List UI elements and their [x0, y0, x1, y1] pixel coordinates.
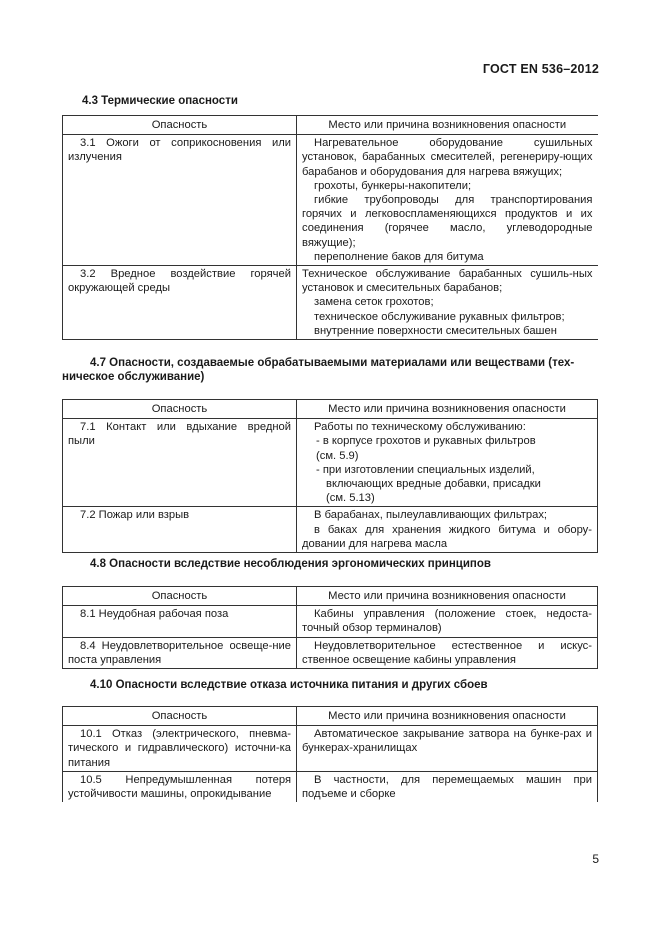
hazard-text: 3.2 Вредное воздействие горячей окружающей среды	[68, 268, 291, 295]
table-row	[63, 135, 598, 266]
cause-cell	[297, 771, 598, 802]
cause-cell	[297, 266, 598, 340]
column-header-hazard: Опасность	[63, 400, 297, 419]
cause-cell	[297, 135, 598, 266]
table-header-row	[63, 400, 598, 419]
cause-cell	[297, 507, 598, 553]
cause-text: техническое обслуживание рукавных фильтров;	[314, 310, 565, 323]
cause-text: - в корпусе грохотов и рукавных фильтров	[316, 435, 536, 448]
table-row	[63, 507, 598, 553]
hazard-text: 7.2 Пожар или взрыв	[80, 509, 190, 522]
column-header-cause: Место или причина возникновения опасности	[297, 587, 598, 606]
cause-text: (см. 5.9)	[316, 449, 359, 462]
cause-text: внутренние поверхности смесительных башен	[314, 324, 557, 337]
table-row	[63, 771, 598, 802]
hazard-text: 7.1 Контакт или вдыхание вредной пыли	[68, 421, 291, 448]
cause-text: в баках для хранения жидкого битума и обору-довании для нагрева масла	[302, 523, 592, 550]
cause-text: переполнение баков для битума	[314, 250, 484, 263]
hazard-cell	[63, 419, 297, 507]
hazard-text: 10.1 Отказ (электрического, пневма-тического и гидравлического) источни-ка питания	[68, 728, 291, 769]
cause-text: грохоты, бункеры-накопители;	[314, 179, 472, 192]
cause-cell	[297, 726, 598, 772]
cause-text: (см. 5.13)	[326, 492, 375, 505]
column-header-hazard: Опасность	[63, 707, 297, 726]
column-header-hazard: Опасность	[63, 587, 297, 606]
column-header-cause: Место или причина возникновения опасности	[297, 116, 598, 135]
cause-text: - при изготовлении специальных изделий,	[316, 463, 535, 476]
cause-text: включающих вредные добавки, присадки	[326, 478, 541, 491]
page-number: 5	[592, 852, 599, 866]
hazard-table-4-7	[62, 399, 598, 553]
table-row	[63, 637, 598, 668]
hazard-text: 8.1 Неудобная рабочая поза	[80, 608, 229, 621]
cause-text: Автоматическое закрывание затвора на бунке-рах и бункерах-хранилищах	[302, 728, 592, 755]
hazard-text: 3.1 Ожоги от соприкосновения или излучения	[68, 137, 291, 164]
table-row	[63, 606, 598, 637]
column-header-hazard: Опасность	[63, 116, 297, 135]
hazard-table-4-3	[62, 115, 598, 340]
hazard-cell	[63, 726, 297, 772]
table-header-row	[63, 587, 598, 606]
section-title-4-10: 4.10 Опасности вследствие отказа источника питания и других сбоев	[90, 679, 488, 691]
cause-text: Неудовлетворительное естественное и искус-ственное освещение кабины управления	[302, 639, 592, 666]
cause-text: В частности, для перемещаемых машин при подъеме и сборке	[302, 773, 592, 801]
table-row	[63, 419, 598, 507]
hazard-table-4-10	[62, 706, 598, 802]
hazard-text: 8.4 Неудовлетворительное освеще-ние поста управления	[68, 639, 291, 666]
column-header-cause: Место или причина возникновения опасности	[297, 400, 598, 419]
table-row	[63, 726, 598, 772]
table-header-row	[63, 707, 598, 726]
column-header-cause: Место или причина возникновения опасности	[297, 707, 598, 726]
cause-text: гибкие трубопроводы для транспортирования горячих и легковоспламеняющихся продуктов и их соединения (горячее масло, углеводородные вяжущие);	[302, 194, 593, 249]
hazard-cell	[63, 771, 297, 802]
cause-text: Нагревательное оборудование сушильных установок, барабанных смесителей, регенериру-ющих барабанов и оборудования для нагрева вяжущих;	[302, 137, 593, 178]
cause-text: В барабанах, пылеулавливающих фильтрах;	[314, 509, 548, 522]
cause-cell	[297, 637, 598, 668]
document-code: ГОСТ EN 536–2012	[482, 62, 599, 76]
hazard-table-4-8	[62, 586, 598, 669]
cause-text: Кабины управления (положение стоек, недоста-точный обзор терминалов)	[302, 608, 592, 635]
hazard-cell	[63, 637, 297, 668]
hazard-cell	[63, 135, 297, 266]
hazard-cell	[63, 606, 297, 637]
cause-text: Работы по техническому обслуживанию:	[314, 421, 526, 434]
hazard-cell	[63, 507, 297, 553]
table-header-row	[63, 116, 598, 135]
cause-text: Техническое обслуживание барабанных сушиль-ных установок и смесительных барабанов;	[302, 268, 593, 295]
section-title-4-8: 4.8 Опасности вследствие несоблюдения эргономических принципов	[90, 558, 491, 570]
hazard-text: 10.5 Непредумышленная потеря устойчивости машины, опрокидывание	[68, 773, 291, 801]
cause-cell	[297, 419, 598, 507]
cause-text: замена сеток грохотов;	[314, 296, 434, 309]
hazard-cell	[63, 266, 297, 340]
section-title-4-3: 4.3 Термические опасности	[82, 95, 238, 107]
section-title-4-7: 4.7 Опасности, создаваемые обрабатываемыми материалами или веществами (тех-ническое обслуживание)	[62, 357, 575, 383]
cause-cell	[297, 606, 598, 637]
table-row	[63, 266, 598, 340]
